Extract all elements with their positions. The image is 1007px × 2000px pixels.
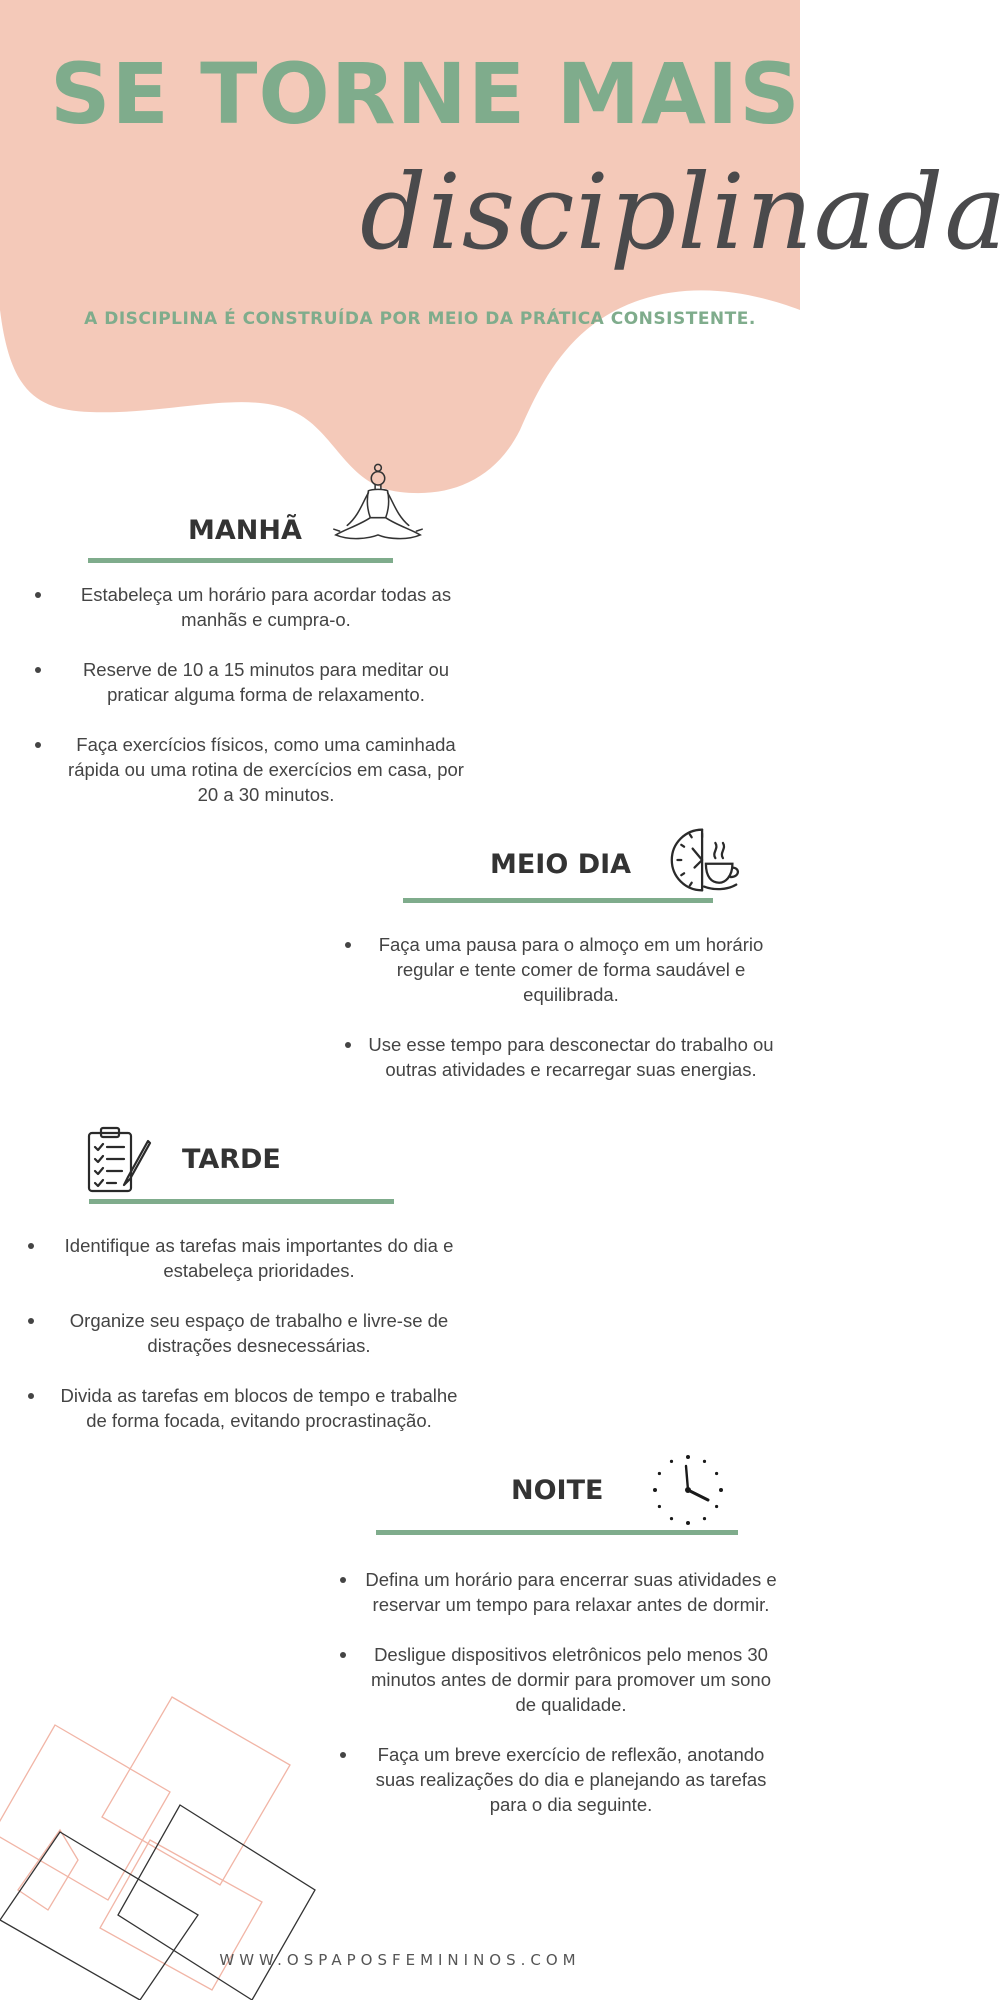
list-night: [340, 1567, 780, 1842]
checklist-icon: [86, 1125, 152, 1195]
list-item: Faça uma pausa para o almoço em um horário regular e tente comer de forma saudável e equilibrada.: [345, 932, 775, 1007]
section-divider-morning: [88, 558, 393, 563]
section-title-night: NOITE: [511, 1475, 604, 1506]
list-item: Estabeleça um horário para acordar todas as manhãs e cumpra-o.: [35, 582, 475, 632]
section-title-morning: MANHÃ: [188, 515, 302, 546]
list-item: Divida as tarefas em blocos de tempo e trabalhe de forma focada, evitando procrastinação.: [28, 1383, 468, 1433]
section-title-midday: MEIO DIA: [490, 849, 632, 880]
section-divider-afternoon: [89, 1199, 394, 1204]
list-afternoon: [28, 1233, 468, 1458]
section-divider-night: [376, 1530, 738, 1535]
list-item: Faça um breve exercício de reflexão, anotando suas realizações do dia e planejando as tarefas para o dia seguinte.: [340, 1742, 780, 1817]
list-item: Identifique as tarefas mais importantes do dia e estabeleça prioridades.: [28, 1233, 468, 1283]
section-divider-midday: [403, 898, 713, 903]
list-morning: [35, 582, 475, 832]
list-midday: [345, 932, 775, 1107]
list-item: Organize seu espaço de trabalho e livre-se de distrações desnecessárias.: [28, 1308, 468, 1358]
section-title-afternoon: TARDE: [182, 1144, 281, 1175]
title-line-1: SE TORNE MAIS: [50, 45, 801, 143]
subtitle: A DISCIPLINA É CONSTRUÍDA POR MEIO DA PRÁTICA CONSISTENTE.: [84, 309, 756, 329]
clock-icon: [650, 1452, 726, 1528]
list-item: Use esse tempo para desconectar do trabalho ou outras atividades e recarregar suas energias.: [345, 1032, 775, 1082]
clock-coffee-icon: [666, 824, 742, 896]
list-item: Desligue dispositivos eletrônicos pelo menos 30 minutos antes de dormir para promover um sono de qualidade.: [340, 1642, 780, 1717]
list-item: Defina um horário para encerrar suas atividades e reservar um tempo para relaxar antes de dormir.: [340, 1567, 780, 1617]
footer-website[interactable]: WWW.OSPAPOSFEMININOS.COM: [219, 1951, 581, 1969]
list-item: Faça exercícios físicos, como uma caminhada rápida ou uma rotina de exercícios em casa, por 20 a 30 minutos.: [35, 732, 475, 807]
list-item: Reserve de 10 a 15 minutos para meditar ou praticar alguma forma de relaxamento.: [35, 657, 475, 707]
title-line-2: disciplinada: [360, 151, 1007, 273]
meditation-icon: [330, 462, 426, 558]
